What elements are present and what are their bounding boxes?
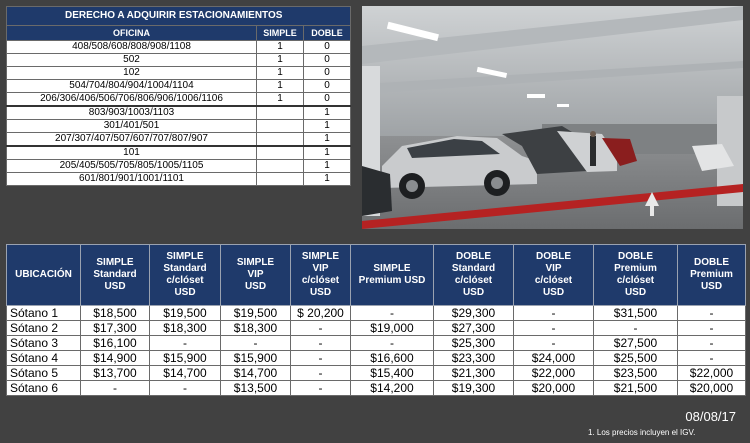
- location-cell: Sótano 5: [7, 366, 81, 381]
- price-header-line: USD: [700, 281, 723, 292]
- price-cell: $15,900: [221, 351, 291, 366]
- price-header-line: Premium: [614, 263, 657, 274]
- price-cell: $21,500: [594, 381, 678, 396]
- price-header-7: [514, 245, 594, 306]
- price-cell: $18,300: [221, 321, 291, 336]
- price-cell: -: [221, 336, 291, 351]
- price-header-line: VIP: [312, 263, 329, 274]
- price-cell: -: [150, 381, 221, 396]
- price-row: [7, 366, 746, 381]
- price-header-line: c/clóset: [534, 275, 573, 286]
- simple-cell: [257, 133, 304, 147]
- price-header-line: Standard: [451, 263, 496, 274]
- price-cell: -: [678, 306, 746, 321]
- doble-cell: 0: [304, 80, 351, 93]
- oficina-cell: 601/801/901/1001/1101: [7, 173, 257, 186]
- price-cell: $14,900: [81, 351, 150, 366]
- document-date: 08/08/17: [685, 409, 736, 424]
- price-cell: $31,500: [594, 306, 678, 321]
- price-header-line: VIP: [545, 263, 562, 274]
- parking-rights-title: DERECHO A ADQUIRIR ESTACIONAMIENTOS: [7, 7, 351, 26]
- simple-cell: 1: [257, 41, 304, 54]
- parking-rights-title-row: [7, 7, 351, 26]
- price-header-line: DOBLE: [694, 257, 729, 268]
- price-cell: $21,300: [434, 366, 514, 381]
- price-row: [7, 351, 746, 366]
- price-row: [7, 381, 746, 396]
- price-row: [7, 306, 746, 321]
- doble-cell: 0: [304, 41, 351, 54]
- doble-cell: 1: [304, 146, 351, 160]
- simple-cell: 1: [257, 93, 304, 107]
- price-header-line: SIMPLE: [166, 251, 204, 262]
- parking-rights-table: [6, 6, 351, 186]
- header-oficina: OFICINA: [7, 26, 257, 41]
- parking-rights-row: [7, 67, 351, 80]
- oficina-cell: 301/401/501: [7, 120, 257, 133]
- simple-cell: [257, 146, 304, 160]
- doble-cell: 0: [304, 67, 351, 80]
- price-header-line: DOBLE: [618, 251, 653, 262]
- price-cell: -: [678, 336, 746, 351]
- footnote-igv: 1. Los precios incluyen el IGV.: [588, 428, 696, 437]
- price-header-line: c/clóset: [301, 275, 340, 286]
- oficina-cell: 408/508/608/808/908/1108: [7, 41, 257, 54]
- price-header-line: DOBLE: [456, 251, 491, 262]
- oficina-cell: 206/306/406/506/706/806/906/1006/1106: [7, 93, 257, 107]
- price-cell: $22,000: [678, 366, 746, 381]
- price-header-line: Standard: [163, 263, 207, 274]
- price-table: [6, 244, 746, 396]
- price-header-line: USD: [104, 281, 126, 292]
- price-cell: -: [150, 336, 221, 351]
- simple-cell: [257, 106, 304, 120]
- price-header-line: Premium: [690, 269, 733, 280]
- header-doble: DOBLE: [304, 26, 351, 41]
- simple-cell: [257, 160, 304, 173]
- price-cell: $29,300: [434, 306, 514, 321]
- price-cell: -: [291, 321, 351, 336]
- price-cell: $14,700: [150, 366, 221, 381]
- price-cell: -: [678, 321, 746, 336]
- price-cell: -: [81, 381, 150, 396]
- price-cell: $19,000: [351, 321, 434, 336]
- price-cell: $14,700: [221, 366, 291, 381]
- doble-cell: 1: [304, 133, 351, 147]
- price-cell: $18,300: [150, 321, 221, 336]
- price-header-line: SIMPLE: [96, 257, 134, 268]
- location-cell: Sótano 2: [7, 321, 81, 336]
- price-header-line: c/clóset: [166, 275, 204, 286]
- simple-cell: [257, 173, 304, 186]
- price-cell: $ 20,200: [291, 306, 351, 321]
- oficina-cell: 101: [7, 146, 257, 160]
- price-cell: -: [291, 351, 351, 366]
- price-header-line: SIMPLE: [236, 257, 275, 268]
- oficina-cell: 207/307/407/507/607/707/807/907: [7, 133, 257, 147]
- price-cell: $16,100: [81, 336, 150, 351]
- parking-rights-row: [7, 41, 351, 54]
- price-cell: -: [291, 336, 351, 351]
- doble-cell: 1: [304, 120, 351, 133]
- parking-rights-row: [7, 133, 351, 147]
- price-header-2: [150, 245, 221, 306]
- parking-rights-row: [7, 106, 351, 120]
- doble-cell: 1: [304, 160, 351, 173]
- price-header-line: USD: [174, 287, 196, 298]
- price-header-6: [434, 245, 514, 306]
- price-header-0: [7, 245, 81, 306]
- price-header-line: c/clóset: [616, 275, 655, 286]
- price-cell: $27,300: [434, 321, 514, 336]
- price-cell: -: [514, 321, 594, 336]
- location-cell: Sótano 6: [7, 381, 81, 396]
- price-header-4: [291, 245, 351, 306]
- price-header-5: [351, 245, 434, 306]
- oficina-cell: 102: [7, 67, 257, 80]
- price-cell: $20,000: [514, 381, 594, 396]
- price-cell: $19,300: [434, 381, 514, 396]
- simple-cell: [257, 120, 304, 133]
- price-cell: $13,700: [81, 366, 150, 381]
- doble-cell: 0: [304, 93, 351, 107]
- location-cell: Sótano 1: [7, 306, 81, 321]
- doble-cell: 0: [304, 54, 351, 67]
- price-cell: -: [351, 306, 434, 321]
- price-cell: $19,500: [150, 306, 221, 321]
- price-header-line: USD: [542, 287, 565, 298]
- simple-cell: 1: [257, 67, 304, 80]
- price-header-line: USD: [309, 287, 332, 298]
- price-cell: $15,900: [150, 351, 221, 366]
- price-cell: $15,400: [351, 366, 434, 381]
- price-cell: -: [291, 366, 351, 381]
- price-cell: $17,300: [81, 321, 150, 336]
- oficina-cell: 205/405/505/705/805/1005/1105: [7, 160, 257, 173]
- price-header-line: USD: [462, 287, 485, 298]
- price-cell: $22,000: [514, 366, 594, 381]
- price-header-9: [678, 245, 746, 306]
- price-row: [7, 336, 746, 351]
- price-row: [7, 321, 746, 336]
- oficina-cell: 502: [7, 54, 257, 67]
- price-cell: $13,500: [221, 381, 291, 396]
- price-header-3: [221, 245, 291, 306]
- price-header-1: [81, 245, 150, 306]
- doble-cell: 1: [304, 106, 351, 120]
- price-cell: $25,300: [434, 336, 514, 351]
- price-cell: -: [351, 336, 434, 351]
- price-cell: -: [594, 321, 678, 336]
- price-cell: -: [514, 306, 594, 321]
- parking-rights-header-row: [7, 26, 351, 41]
- parking-rights-row: [7, 173, 351, 186]
- price-header-row: [7, 245, 746, 306]
- parking-rights-row: [7, 146, 351, 160]
- price-cell: -: [514, 336, 594, 351]
- price-header-line: USD: [624, 287, 647, 298]
- price-header-line: UBICACIÓN: [15, 269, 72, 280]
- parking-garage-photo: [362, 6, 743, 229]
- price-cell: -: [291, 381, 351, 396]
- price-cell: $27,500: [594, 336, 678, 351]
- price-cell: $18,500: [81, 306, 150, 321]
- parking-rights-row: [7, 120, 351, 133]
- price-header-line: SIMPLE: [301, 251, 340, 262]
- simple-cell: 1: [257, 80, 304, 93]
- location-cell: Sótano 3: [7, 336, 81, 351]
- parking-rights-row: [7, 160, 351, 173]
- header-simple: SIMPLE: [257, 26, 304, 41]
- price-header-line: Standard: [93, 269, 137, 280]
- price-cell: $23,500: [594, 366, 678, 381]
- parking-garage-illustration: [362, 6, 743, 229]
- price-cell: $24,000: [514, 351, 594, 366]
- parking-rights-row: [7, 80, 351, 93]
- price-cell: $14,200: [351, 381, 434, 396]
- price-header-8: [594, 245, 678, 306]
- location-cell: Sótano 4: [7, 351, 81, 366]
- price-cell: $25,500: [594, 351, 678, 366]
- oficina-cell: 803/903/1003/1103: [7, 106, 257, 120]
- price-header-line: USD: [244, 281, 267, 292]
- price-cell: -: [678, 351, 746, 366]
- price-header-line: c/clóset: [454, 275, 493, 286]
- price-cell: $19,500: [221, 306, 291, 321]
- parking-rights-row: [7, 54, 351, 67]
- price-cell: $23,300: [434, 351, 514, 366]
- price-header-line: Premium USD: [358, 275, 426, 286]
- simple-cell: 1: [257, 54, 304, 67]
- price-cell: $20,000: [678, 381, 746, 396]
- price-header-line: VIP: [247, 269, 264, 280]
- doble-cell: 1: [304, 173, 351, 186]
- price-header-line: DOBLE: [536, 251, 571, 262]
- oficina-cell: 504/704/804/904/1004/1104: [7, 80, 257, 93]
- price-header-line: SIMPLE: [373, 263, 411, 274]
- parking-rights-row: [7, 93, 351, 107]
- price-cell: $16,600: [351, 351, 434, 366]
